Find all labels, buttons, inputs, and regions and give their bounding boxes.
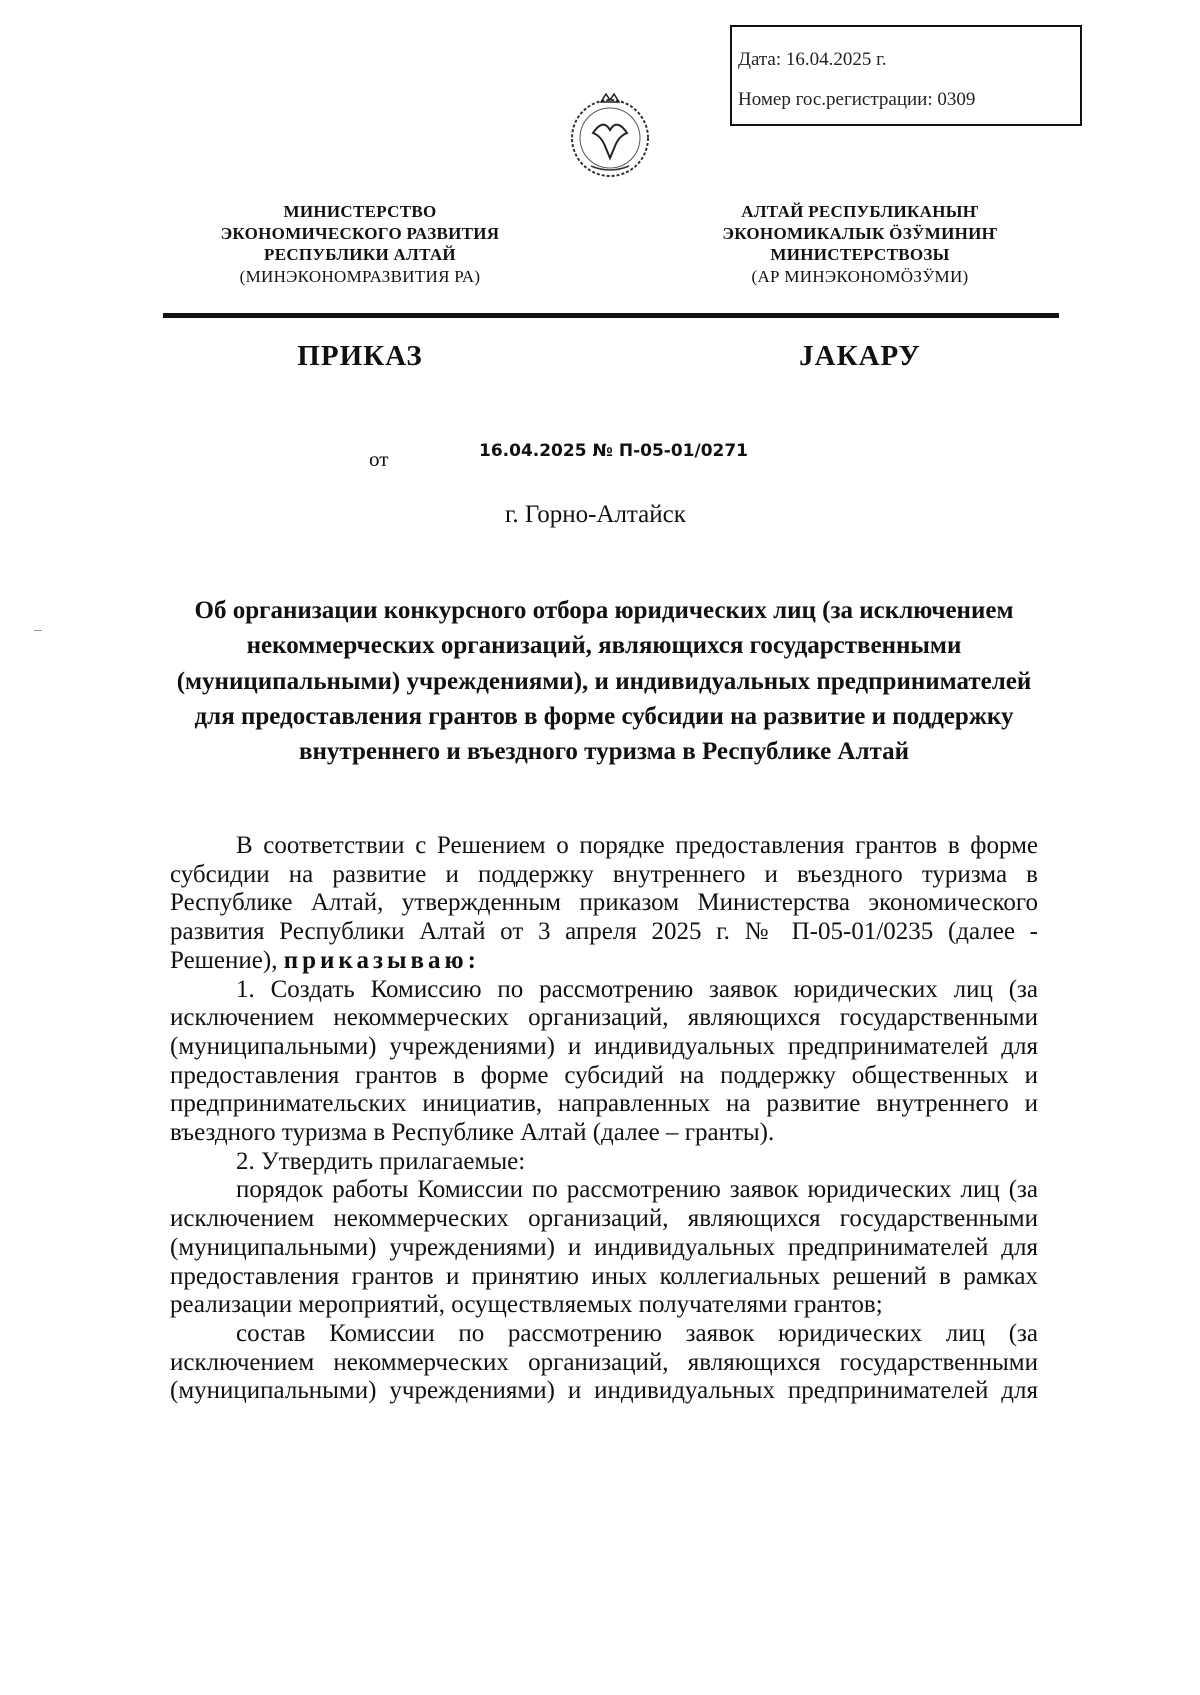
line-text: исключением некоммерческих организаций, являющихся государственными [170, 1348, 1038, 1376]
header-line: ЭКОНОМИКАЛЫК ÖЗӰМИНИҤ [722, 223, 998, 243]
paragraph-line [170, 976, 1038, 1005]
header-abbreviation: (МИНЭКОНОМРАЗВИТИЯ РА) [239, 266, 481, 286]
line-text: Республике Алтай, утвержденным приказом Министерства экономического [170, 889, 1038, 917]
line-text: В соответствии с Решением о порядке предоставления грантов в форме [236, 832, 1038, 859]
coat-of-arms-emblem-icon [563, 88, 657, 182]
header-line: МИНИСТЕРСТВОЗЫ [770, 245, 950, 264]
title-line: для предоставления грантов в форме субсидии на развитие и поддержку [194, 702, 1014, 730]
paragraph-line [170, 918, 1038, 947]
paragraph [170, 1176, 1038, 1320]
line-text: (муниципальными) учреждениями) и индивидуальных предпринимателей для [170, 1377, 1038, 1405]
header-abbreviation: (АР МИНЭКОНОМÖЗӰМИ) [751, 266, 969, 286]
paragraph-line [170, 1263, 1038, 1292]
paragraph-line [170, 861, 1038, 890]
paragraph-line [170, 1004, 1038, 1033]
line-text: порядок работы Комиссии по рассмотрению заявок юридических лиц (за [236, 1176, 1038, 1204]
line-text: въездного туризма в Республике Алтай (далее – гранты). [170, 1119, 775, 1147]
line-text: предоставления грантов в форме субсидий на поддержку общественных и [170, 1061, 1038, 1089]
paragraph-line [170, 1033, 1038, 1062]
paragraph-line [170, 1090, 1038, 1119]
line-text: предоставления грантов и принятию иных коллегиальных решений в рамках [170, 1262, 1038, 1290]
paragraph [170, 1148, 1038, 1177]
title-line: Об организации конкурсного отбора юридических лиц (за исключением [194, 597, 1014, 624]
header-line: МИНИСТЕРСТВО [283, 202, 437, 221]
paragraph-line [170, 889, 1038, 918]
paragraph-line [170, 1119, 1038, 1148]
registration-box [730, 25, 1082, 126]
order-verb-emphasis: приказываю: [283, 946, 480, 974]
header-line: ЭКОНОМИЧЕСКОГО РАЗВИТИЯ [220, 223, 500, 243]
title-line: внутреннего и въездного туризма в Республике Алтай [298, 738, 910, 766]
document-body [170, 832, 1038, 1406]
line-text: Решение), [170, 946, 278, 974]
line-text: реализации мероприятий, осуществляемых получателями грантов; [170, 1291, 883, 1319]
paragraph-line [170, 1205, 1038, 1234]
title-line: некоммерческих организаций, являющихся государственными [246, 632, 962, 660]
paragraph-line [170, 832, 1038, 861]
paragraph-line [170, 1349, 1038, 1378]
registration-number: Номер гос.регистрации: 0309 [738, 89, 976, 110]
line-text: развития Республики Алтай от 3 апреля 2025 г. № П-05-01/0235 (далее - [170, 918, 1038, 946]
line-text: (муниципальными) учреждениями) и индивидуальных предпринимателей для [170, 1233, 1038, 1261]
ministry-header-russian [150, 201, 570, 287]
date-label: от [369, 447, 389, 471]
paragraph-line [170, 947, 1038, 976]
line-text: 1. Создать Комиссию по рассмотрению заявок юридических лиц (за [236, 975, 1038, 1003]
registration-date: Дата: 16.04.2025 г. [738, 49, 887, 70]
line-text: состав Комиссии по рассмотрению заявок юридических лиц (за [236, 1319, 1038, 1347]
line-text: субсидии на развитие и поддержку внутреннего и въездного туризма в [170, 860, 1038, 888]
paragraph-line [170, 1291, 1038, 1320]
scan-margin-mark [34, 630, 42, 631]
line-text: 2. Утвердить прилагаемые: [236, 1147, 526, 1175]
document-title [170, 593, 1038, 769]
line-text: (муниципальными) учреждениями) и индивидуальных предпринимателей для [170, 1032, 1038, 1060]
paragraph [170, 832, 1038, 976]
line-text: исключением некоммерческих организаций, являющихся государственными [170, 1004, 1038, 1032]
paragraph-line [170, 1148, 1038, 1177]
line-text: предпринимательских инициатив, направленных на развитие внутреннего и [170, 1090, 1038, 1118]
paragraph [170, 976, 1038, 1148]
city: г. Горно-Алтайск [505, 501, 686, 528]
header-divider [163, 313, 1059, 318]
paragraph-line [170, 1320, 1038, 1349]
order-heading-altai: JАКАРУ [799, 340, 921, 372]
header-line: АЛТАЙ РЕСПУБЛИКАНЫҤ [741, 202, 979, 221]
order-heading-russian: ПРИКАЗ [297, 340, 423, 372]
line-text: исключением некоммерческих организаций, являющихся государственными [170, 1205, 1038, 1233]
paragraph-line [170, 1377, 1038, 1406]
document-number: 16.04.2025 № П-05-01/0271 [479, 441, 749, 461]
title-line: (муниципальными) учреждениями), и индивидуальных предпринимателей [176, 667, 1032, 695]
paragraph-line [170, 1062, 1038, 1091]
header-line: РЕСПУБЛИКИ АЛТАЙ [264, 245, 456, 264]
paragraph-line [170, 1176, 1038, 1205]
paragraph [170, 1320, 1038, 1406]
ministry-header-altai [650, 201, 1070, 287]
paragraph-line [170, 1234, 1038, 1263]
